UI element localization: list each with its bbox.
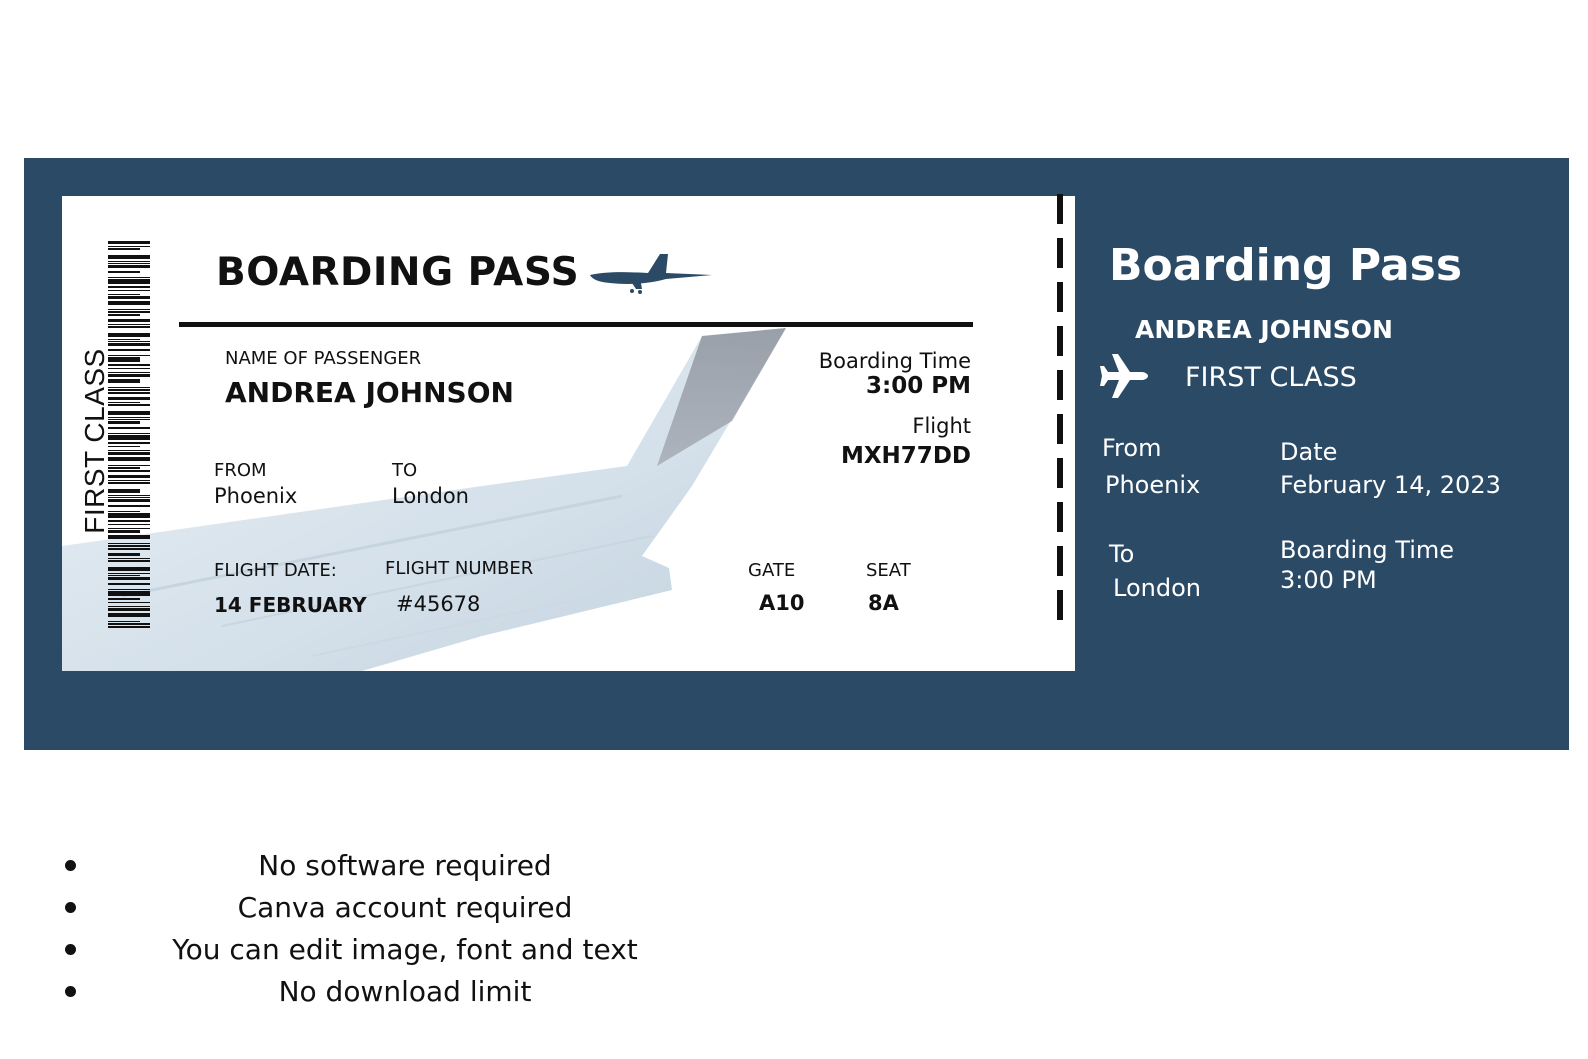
to-label: TO — [392, 460, 418, 481]
boarding-time-label: Boarding Time — [818, 349, 971, 373]
barcode-bar — [108, 427, 150, 429]
barcode-bar — [108, 589, 150, 590]
barcode-bar — [108, 524, 150, 525]
barcode-bar — [108, 608, 150, 611]
barcode-bar — [108, 560, 150, 562]
barcode-bar — [108, 265, 150, 268]
plane-icon — [1098, 350, 1150, 402]
barcode-bar — [108, 626, 150, 628]
to-value: London — [392, 484, 469, 508]
side-class-label: FIRST CLASS — [79, 348, 110, 534]
stub-boarding-time-value: 3:00 PM — [1280, 566, 1377, 594]
gate-label: GATE — [748, 560, 796, 581]
barcode-bar — [108, 301, 150, 305]
barcode-bar — [108, 530, 140, 533]
barcode-bar — [108, 364, 150, 366]
barcode-bar — [108, 442, 150, 444]
passenger-label: NAME OF PASSENGER — [225, 348, 422, 369]
feature-list — [60, 848, 660, 1016]
barcode-bar — [108, 248, 140, 250]
barcode-bar — [108, 402, 140, 403]
barcode-bar — [108, 379, 140, 383]
barcode-bar — [108, 598, 140, 600]
bullet-icon — [65, 944, 76, 955]
seat-value: 8A — [868, 591, 899, 615]
stub-date-label: Date — [1280, 438, 1338, 466]
boarding-pass-ticket — [24, 158, 1569, 750]
barcode-bar — [108, 326, 150, 328]
stub-from-label: From — [1102, 434, 1162, 462]
barcode-bar — [108, 279, 150, 284]
barcode-bar — [108, 452, 150, 455]
barcode-bar — [108, 387, 150, 388]
barcode-bar — [108, 450, 150, 451]
barcode-bar — [108, 404, 150, 406]
barcode-bar — [108, 411, 150, 415]
barcode-bar — [108, 575, 140, 576]
flight-date-value: 14 FEBRUARY — [214, 593, 367, 617]
barcode-bar — [108, 520, 150, 522]
barcode-bar — [108, 341, 150, 342]
barcode-bar — [108, 417, 150, 418]
barcode-bar — [108, 357, 140, 362]
gate-value: A10 — [759, 591, 805, 615]
barcode-bar — [108, 389, 150, 391]
bullet-icon — [65, 986, 76, 997]
barcode-bar — [108, 591, 150, 596]
stub-title: Boarding Pass — [1109, 240, 1463, 291]
barcode-bar — [108, 290, 150, 291]
stub-class: FIRST CLASS — [1185, 362, 1357, 393]
barcode-bar — [108, 333, 150, 337]
barcode-bar — [108, 397, 150, 400]
list-item — [60, 932, 660, 974]
barcode-bar — [108, 567, 150, 571]
barcode-bar — [108, 419, 150, 420]
barcode-bar — [108, 505, 150, 507]
barcode-bar — [108, 482, 150, 484]
barcode-bar — [108, 343, 150, 346]
barcode-bar — [108, 324, 150, 325]
barcode-bar — [108, 553, 140, 556]
list-item — [60, 974, 660, 1016]
barcode-bar — [108, 457, 150, 461]
stub-date-value: February 14, 2023 — [1280, 471, 1501, 499]
barcode-bar — [108, 577, 150, 580]
bullet-icon — [65, 860, 76, 871]
feature-text: No software required — [258, 849, 552, 882]
barcode-bar — [108, 623, 150, 625]
barcode-bar — [108, 368, 150, 369]
barcode-bar — [108, 246, 150, 247]
list-item — [60, 848, 660, 890]
barcode-bar — [108, 613, 150, 617]
tear-line — [1057, 194, 1063, 634]
barcode-bar — [108, 314, 140, 316]
barcode-bar — [108, 511, 140, 512]
barcode-bar — [108, 309, 150, 310]
barcode-icon — [108, 241, 150, 631]
barcode-bar — [108, 294, 140, 295]
barcode-bar — [108, 261, 150, 262]
barcode-bar — [108, 271, 140, 273]
barcode-bar — [108, 475, 150, 478]
barcode-bar — [108, 467, 140, 469]
flight-number-label: FLIGHT NUMBER — [385, 558, 534, 579]
barcode-bar — [108, 548, 150, 550]
barcode-bar — [108, 433, 150, 434]
stub-to-value: London — [1113, 574, 1201, 602]
barcode-bar — [108, 573, 150, 574]
barcode-bar — [108, 583, 150, 585]
airliner-icon — [588, 251, 713, 296]
from-label: FROM — [214, 460, 267, 481]
stub-passenger-name: ANDREA JOHNSON — [1135, 315, 1393, 344]
barcode-bar — [108, 535, 150, 539]
barcode-bar — [108, 277, 150, 278]
list-item — [60, 890, 660, 932]
barcode-bar — [108, 499, 150, 502]
barcode-bar — [108, 241, 150, 244]
barcode-bar — [108, 543, 150, 544]
pass-title: BOARDING PASS — [216, 250, 580, 295]
passenger-name: ANDREA JOHNSON — [225, 376, 514, 409]
barcode-bar — [108, 465, 150, 466]
from-value: Phoenix — [214, 484, 298, 508]
barcode-bar — [108, 606, 150, 607]
main-pass-panel — [62, 196, 1075, 671]
barcode-bar — [108, 446, 140, 447]
barcode-bar — [108, 311, 150, 313]
barcode-bar — [108, 263, 150, 264]
stub-boarding-time-label: Boarding Time — [1280, 536, 1455, 564]
stub-to-label: To — [1109, 540, 1135, 568]
barcode-bar — [108, 480, 150, 481]
barcode-bar — [108, 470, 150, 472]
flight-date-label: FLIGHT DATE: — [214, 560, 337, 581]
barcode-bar — [108, 528, 150, 529]
feature-text: No download limit — [278, 975, 532, 1008]
feature-text: You can edit image, font and text — [172, 933, 638, 966]
barcode-bar — [108, 372, 150, 373]
barcode-bar — [108, 513, 150, 518]
barcode-bar — [108, 349, 150, 351]
barcode-bar — [108, 621, 140, 622]
barcode-bar — [108, 497, 150, 498]
flight-number-value: #45678 — [396, 592, 481, 616]
feature-text: Canva account required — [237, 891, 573, 924]
barcode-bar — [108, 489, 140, 493]
barcode-bar — [108, 435, 150, 440]
barcode-bar — [108, 545, 150, 547]
barcode-bar — [108, 255, 150, 259]
barcode-bar — [108, 286, 150, 288]
barcode-bar — [108, 339, 140, 340]
barcode-bar — [108, 319, 150, 322]
stub-from-value: Phoenix — [1105, 471, 1201, 499]
barcode-bar — [108, 602, 150, 603]
barcode-bar — [108, 296, 150, 299]
barcode-bar — [108, 392, 150, 394]
barcode-bar — [108, 558, 150, 559]
barcode-bar — [108, 355, 150, 356]
bullet-icon — [65, 902, 76, 913]
barcode-bar — [108, 495, 150, 496]
flight-value: MXH77DD — [840, 443, 971, 469]
barcode-bar — [108, 374, 150, 377]
seat-label: SEAT — [866, 560, 911, 581]
flight-label: Flight — [912, 414, 971, 438]
title-divider — [179, 322, 973, 327]
boarding-time-value: 3:00 PM — [866, 373, 971, 399]
barcode-bar — [108, 421, 140, 424]
